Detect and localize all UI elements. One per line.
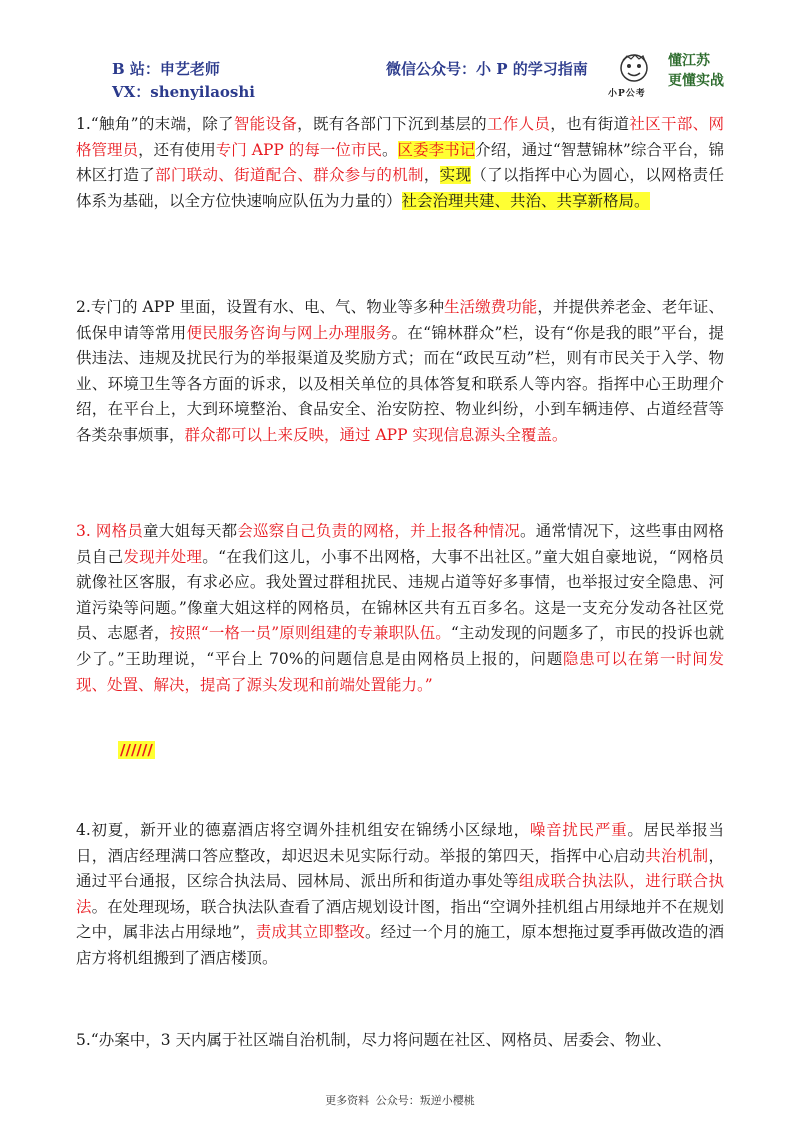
p1-emphasis: 智能设备 — [233, 115, 298, 133]
p1-text: 1.“触角”的末端，除了 — [76, 115, 234, 133]
logo-left-text: 小P公考 — [608, 89, 646, 99]
p3-text: 。“在我们这儿，小事不出网格，大事不出社区。”童大姐自豪地说，“网格员就像社区客服，有求必应。我处置过群租扰民、违规占道等好多事情，也举报过安全隐患、河道污染等问题。”像童大姐这样的网格员，在锦林区共有五百多名。这是一支充分发动各社区党员、志愿者， — [76, 547, 724, 643]
p1-emphasis: 部门联动、街道配合、群众参与的机制 — [155, 166, 424, 185]
p3-emphasis: 发现并处理 — [123, 547, 203, 566]
logo-right-line1: 懂江苏 — [668, 53, 710, 69]
p4-text: ，通过平台通报，区综合执法局、园林局、派出所和街道办事处等 — [76, 846, 724, 891]
mascot-icon — [614, 52, 654, 88]
p4-text: 。居民举报当日，酒店经理满口答应整改，却迟迟未见实际行动。举报的第四天，指挥中心启动 — [76, 821, 724, 865]
p1-highlight: 实现 — [439, 166, 472, 185]
p5-text: 5.“办案中，3 天内属于社区端自治机制，尽力将问题在社区、网格员、居委会、物业、 — [76, 1031, 672, 1049]
p1-highlight: 区委李书记 — [397, 140, 476, 159]
p3-text: “主动发现的问题多了，市民的投诉也就少了。”王助理说，“平台上 70%的问题信息是由网格员上报的，问题 — [76, 624, 724, 668]
p1-text: ，也有街道 — [550, 115, 630, 133]
paragraph-5 — [76, 1028, 724, 1054]
header-official-account: 微信公众号：小 P 的学习指南 — [386, 60, 588, 78]
p3-text: 。通常情况下，这些事由网格员自己 — [76, 522, 724, 566]
header-wechat-id: VX：shenyilaoshi — [112, 83, 255, 101]
p2-emphasis: 生活缴费功能 — [444, 298, 538, 316]
p4-text: 4.初夏，新开业的德嘉酒店将空调外挂机组安在锦绣小区绿地， — [76, 821, 530, 839]
p4-emphasis: 噪音扰民严重 — [529, 821, 628, 839]
p1-text: 。 — [381, 140, 398, 159]
p4-emphasis: 共治机制 — [645, 846, 709, 865]
p1-text: ， — [423, 166, 440, 185]
p3-emphasis: 会巡察自己负责的网格，并上报各种情况 — [237, 522, 521, 540]
p1-emphasis: 社区干部、网格管理员 — [76, 115, 724, 159]
p1-text: 介绍，通过“智慧锦林”综合平台，锦林区打造了 — [76, 140, 724, 185]
p3-emphasis: 按照“一格一员”原则组建的专兼职队伍。 — [169, 624, 451, 643]
p4-text: 。经过一个月的施工，原本想拖过夏季再做改造的酒店方将机组搬到了酒店楼顶。 — [76, 923, 724, 967]
p1-text: ，还有使用 — [138, 140, 216, 159]
paragraph-1 — [76, 112, 724, 214]
p3-emphasis: 隐患可以在第一时间发现、处置、解决，提高了源头发现和前端处置能力。” — [76, 649, 724, 694]
p2-text: ，并提供养老金、老年证、低保申请等常用 — [76, 298, 724, 342]
p2-emphasis: 群众都可以上来反映，通过 APP 实现信息源头全覆盖。 — [184, 425, 568, 444]
p1-highlight: 社会治理共建、共治、共享新格局。 — [401, 191, 650, 210]
paragraph-4 — [76, 818, 724, 972]
p2-text: 。在“锦林群众”栏，设有“你是我的眼”平台，提供违法、违规及扰民行为的举报渠道及奖励方式；而在“政民互动”栏，则有市民关于入学、物业、环境卫生等各方面的诉求，以及相关单位的具体答复和联系人等内容。指挥中心王助理介绍，在平台上，大到环境整治、食品安全、治安防控、物业纠纷，小到车辆违停、占道经营等各类杂事烦事， — [76, 323, 724, 444]
brand-logo — [608, 50, 748, 100]
p4-emphasis: 组成联合执法队，进行联合执法 — [76, 872, 724, 916]
paragraph-3 — [76, 519, 724, 698]
p3-text: 童大姐每天都 — [143, 522, 238, 540]
p2-emphasis: 便民服务咨询与网上办理服务 — [186, 323, 392, 342]
paragraph-2 — [76, 295, 724, 449]
p3-emphasis: 3. 网格员 — [76, 522, 144, 540]
p1-text: （了以指挥中心为圆心，以网格责任体系为基础，以全方位快速响应队伍为力量的） — [76, 166, 724, 210]
p1-text: ，既有各部门下沉到基层的 — [297, 115, 487, 133]
header-bilibili: B 站：申艺老师 — [112, 60, 220, 78]
p2-text: 2.专门的 APP 里面，设置有水、电、气、物业等多种 — [76, 298, 444, 316]
p1-emphasis: 工作人员 — [486, 115, 551, 133]
page-footer: 更多资料 公众号：叛逆小樱桃 — [325, 1094, 475, 1107]
logo-right-line2: 更懂实战 — [668, 73, 724, 89]
p4-emphasis: 责成其立即整改 — [255, 923, 366, 942]
slash-mark: ////// — [120, 741, 153, 759]
p4-text: 。在处理现场，联合执法队查看了酒店规划设计图，指出“空调外挂机组占用绿地并不在规划之中，属非法占用绿地”， — [76, 897, 724, 942]
p1-emphasis: 专门 APP 的每一位市民 — [215, 140, 382, 159]
